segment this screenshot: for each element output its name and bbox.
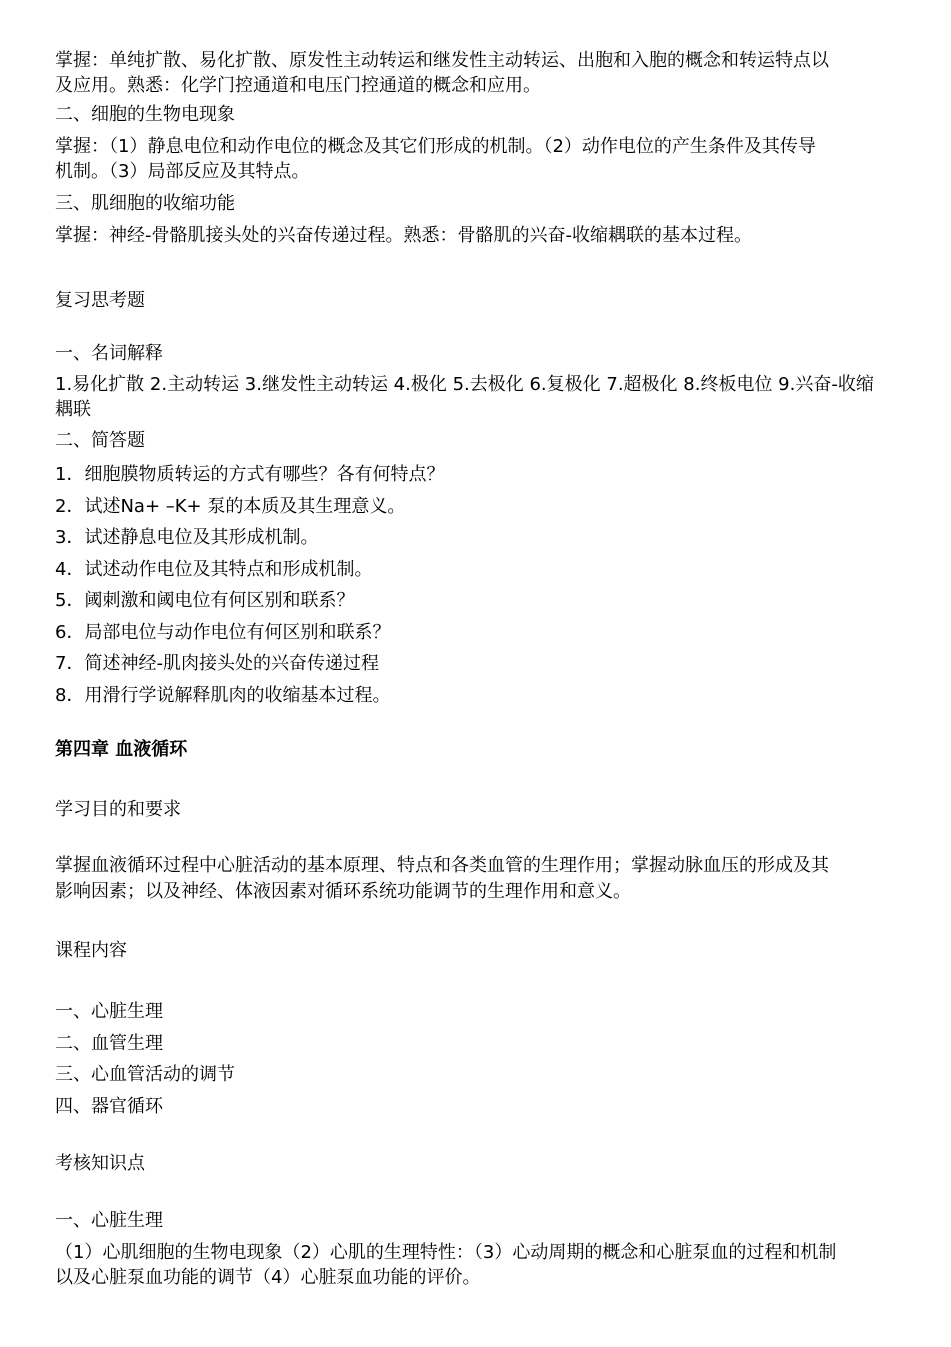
question-item: 6．局部电位与动作电位有何区别和联系？ <box>55 621 391 643</box>
question-item: 3．试述静息电位及其形成机制。 <box>55 527 319 548</box>
short-answer-heading: 二、简答题 <box>55 430 145 451</box>
content-item: 四、器官循环 <box>55 1095 163 1117</box>
assessment-paragraph <box>55 1240 895 1290</box>
question-item: 1．细胞膜物质转运的方式有哪些？各有何特点？ <box>55 464 445 485</box>
topic2-heading: 二、细胞的生物电现象 <box>55 104 235 125</box>
content-item: 三、心血管活动的调节 <box>55 1064 235 1085</box>
review-heading: 复习思考题 <box>55 290 145 311</box>
question-item: 2．试述Na+ –K+ 泵的本质及其生理意义。 <box>55 495 406 517</box>
assessment-sub-heading: 一、心脏生理 <box>55 1210 163 1231</box>
terms-line-2: 耦联 <box>55 399 91 420</box>
topic2-line-2: 机制。（3）局部反应及其特点。 <box>55 161 310 182</box>
assessment-line-1: （1）心肌细胞的生物电现象（2）心肌的生理特性：（3）心动周期的概念和心脏泵血的过程和机制 <box>55 1242 837 1263</box>
content-item: 二、血管生理 <box>55 1032 163 1054</box>
intro-line-2: 及应用。熟悉：化学门控通道和电压门控通道的概念和应用。 <box>55 75 541 96</box>
content-item: 一、心脏生理 <box>55 1001 163 1022</box>
question-item: 8．用滑行学说解释肌肉的收缩基本过程。 <box>55 684 391 706</box>
topic2-line-1: 掌握：（1）静息电位和动作电位的概念及其它们形成的机制。（2）动作电位的产生条件及其传导 <box>55 136 816 157</box>
question-list <box>55 459 895 711</box>
intro-paragraph <box>55 48 895 98</box>
content-heading: 课程内容 <box>55 940 127 961</box>
terms-paragraph <box>55 372 895 422</box>
objectives-line-2: 影响因素；以及神经、体液因素对循环系统功能调节的生理作用和意义。 <box>55 881 631 902</box>
objectives-heading: 学习目的和要求 <box>55 799 181 820</box>
objectives-line-1: 掌握血液循环过程中心脏活动的基本原理、特点和各类血管的生理作用；掌握动脉血压的形成及其 <box>55 855 829 876</box>
question-item: 5．阈刺激和阈电位有何区别和联系？ <box>55 590 355 611</box>
assessment-line-2: 以及心脏泵血功能的调节（4）心脏泵血功能的评价。 <box>55 1267 481 1288</box>
intro-line-1: 掌握：单纯扩散、易化扩散、原发性主动转运和继发性主动转运、出胞和入胞的概念和转运特点以 <box>55 50 829 71</box>
question-item: 4．试述动作电位及其特点和形成机制。 <box>55 558 373 580</box>
chapter-title: 第四章 血液循环 <box>55 739 188 760</box>
assessment-heading: 考核知识点 <box>55 1153 145 1174</box>
objectives-paragraph <box>55 853 895 905</box>
terms-line-1: 1.易化扩散 2.主动转运 3.继发性主动转运 4.极化 5.去极化 6.复极化 7.超极化 8.终板电位 9.兴奋-收缩 <box>55 374 874 395</box>
topic3-heading: 三、肌细胞的收缩功能 <box>55 193 235 214</box>
question-item: 7．简述神经-肌肉接头处的兴奋传递过程 <box>55 653 379 674</box>
topic2-paragraph <box>55 134 895 184</box>
topic3-paragraph: 掌握：神经-骨骼肌接头处的兴奋传递过程。熟悉：骨骼肌的兴奋-收缩耦联的基本过程。 <box>55 225 752 246</box>
content-list <box>55 996 895 1122</box>
terms-heading: 一、名词解释 <box>55 343 163 364</box>
